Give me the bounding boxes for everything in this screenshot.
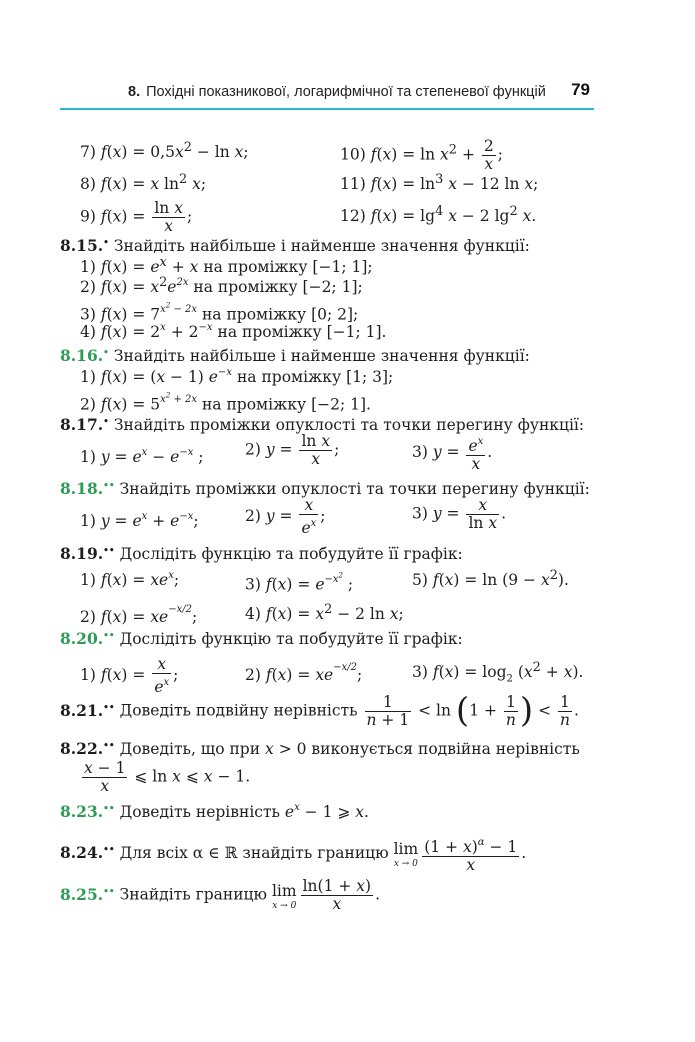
problem-8-17-item-2: 2) y = $\frac{\text{ln x}}{x}$ ; [245,432,340,468]
item-8: 8) f(x) = x $\ln^2 x$; [80,172,207,194]
item-11: 11) $f(x) = \ln^3 x - 12$ ln x; [340,172,539,194]
problem-8-18-item-2: 2) y = $\frac{x}{e^x}$ ; [245,496,326,537]
page-number: 79 [571,80,590,99]
problem-8-20-item-2: 2) $f(x) = xe^{-x/2}$; [245,662,363,684]
problem-number: 8.16.• [60,346,109,365]
problem-8-22: 8.22.•• Доведіть, що при x > 0 виконується подвійна нерівність [60,739,580,758]
problem-8-15-item-1: 1) $f(x) = e^x + x$ на проміжку [−1; 1]; [80,255,373,277]
problem-8-19-item-2: 2) $f(x) = xe^{-x/2}$; [80,604,198,626]
problem-number: 8.15.• [60,236,109,255]
problem-number: 8.20.•• [60,629,115,648]
problem-8-20-item-1: 1) f(x) = $\frac{x}{e^x}$ ; [80,655,179,696]
item-10: 10) $f(x) = \ln x^2$ + $\frac{2}{x}$ ; [340,137,503,173]
item-12: 12) $f(x) = \lg^4 x - 2$ $\lg^2 x$. [340,204,537,226]
problem-8-19-item-1: 1) $f(x) = xe^x$; [80,570,180,589]
problem-8-16: 8.16.• Знайдіть найбільше і найменше значення функції: [60,346,530,365]
problem-8-23: 8.23.•• Доведіть нерівність $e^x - 1$ ⩾ x. [60,802,369,821]
problem-8-17: 8.17.• Знайдіть проміжки опуклості та точки перегину функції: [60,415,585,434]
page-header [60,78,594,110]
problem-8-18-item-1: 1) $y = e^x + e^{-x}$; [80,511,199,530]
problem-8-25: 8.25.•• Знайдіть границю lim x → 0 $\frac{\ln(1 + x)}{x}$ . [60,877,381,913]
problem-8-17-item-3: 3) y = $\frac{e^x}{x}$ . [412,433,492,473]
problem-8-20: 8.20.•• Дослідіть функцію та побудуйте її графік: [60,629,463,648]
problem-8-22-inequality: $\frac{x - 1}{x}$ ⩽ ln x ⩽ x − 1. [84,759,251,795]
chapter-number: 8. [128,84,141,100]
problem-number: 8.25.•• [60,884,115,904]
problem-8-19: 8.19.•• Дослідіть функцію та побудуйте її графік: [60,544,463,563]
problem-number: 8.24.•• [60,843,115,862]
problem-8-21: 8.21.•• Доведіть подвійну нерівність $\frac{1}{n + 1}$ < ln (1 + $\frac{1}{n}$ ) < $\frac{1}{n}$ . [60,690,579,731]
problem-8-15-item-4: 4) $f(x) = 2^x + 2^{-x}$ на проміжку [−1; 1]. [80,322,387,341]
problem-8-19-item-3: 3) $f(x) = e^{-x^2}$ ; [245,572,354,594]
item-7: 7) $f(x) = 0,5x^2 - \ln x$; [80,140,249,162]
problem-number: 8.23.•• [60,802,115,821]
problem-number: 8.18.•• [60,479,115,498]
problem-number: 8.17.• [60,415,109,434]
problem-number: 8.19.•• [60,544,115,563]
problem-8-19-item-5: 5) $f(x) = \ln (9 - x^2)$. [412,568,569,590]
problem-8-20-item-3: 3) $f(x) = \log_2 (x^2 + x)$. [412,660,584,685]
problem-number: 8.21.•• [60,700,115,720]
problem-8-18: 8.18.•• Знайдіть проміжки опуклості та точки перегину функції: [60,479,590,498]
problem-8-15-item-2: 2) $f(x) = x^2e^{2x}$ на проміжку [−2; 1]; [80,275,363,297]
problem-number: 8.22.•• [60,739,115,758]
problem-8-15-item-3: 3) $f(x) = 7^{x^2 - 2x}$ на проміжку [0; 2]; [80,302,359,324]
problem-8-19-item-4: 4) $f(x) = x^2 - 2$ ln x; [245,602,404,624]
problem-8-17-item-1: 1) $y = e^x - e^{-x}$ ; [80,447,204,466]
problem-8-18-item-3: 3) y = $\frac{x}{\text{ln x}}$ . [412,496,507,532]
chapter-title-text: Похідні показникової, логарифмічної та степеневої функцій [146,84,546,100]
problem-8-16-item-1: 1) f(x) = (x − 1) $e^{-x}$ на проміжку [1; 3]; [80,367,394,386]
item-9: 9) f(x) = $\frac{\text{ln x}}{x}$ ; [80,199,193,235]
chapter-title [128,84,546,100]
problem-8-15: 8.15.• Знайдіть найбільше і найменше значення функції: [60,236,530,255]
problem-8-24: 8.24.•• Для всіх α ∈ ℝ знайдіть границю lim x → 0 $\frac{(1 + x)^\alpha - 1}{x}$ . [60,834,526,874]
problem-8-16-item-2: 2) $f(x) = 5^{x^2 + 2x}$ на проміжку [−2; 1]. [80,392,371,414]
